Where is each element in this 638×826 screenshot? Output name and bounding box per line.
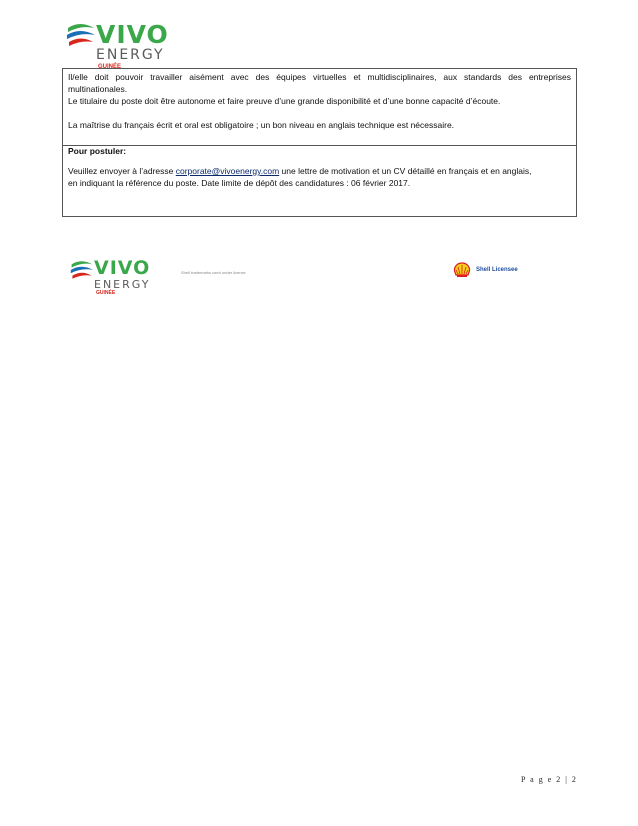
requirements-line-2: multinationales. [68,84,128,94]
requirements-line-1: Il/elle doit pouvoir travailler aisément avec des équipes virtuelles et multidisciplinaires, aux standards des entreprises [68,72,571,82]
logo-country-text: GUINÉE [98,64,122,70]
footer-logo-wordmark [94,259,150,296]
email-link[interactable]: corporate@vivoenergy.com [175,166,280,176]
requirements-line-4: La maîtrise du français écrit et oral est obligatoire ; un bon niveau en anglais technique est nécessaire. [68,120,455,130]
apply-text-before-link: Veuillez envoyer à l’adresse [68,166,176,176]
apply-line-2: en indiquant la référence du poste. Date limite de dépôt des candidatures : 06 février 2017. [68,178,411,188]
shell-licensee-text: Shell Licensee [476,267,518,273]
vivo-swoosh-icon [66,22,96,48]
footer-logo-country-text: GUINÉE [96,290,116,296]
apply-line-1 [63,165,576,177]
footer-logo-energy-text: ENERGY [94,278,151,291]
footer-logo-vivo-text: VIVO [94,257,151,279]
shell-licensee-badge [453,262,518,278]
requirements-line-3: Le titulaire du poste doit être autonome et faire preuve d’une grande disponibilité et d’une bonne capacité d’écoute. [68,96,501,106]
apply-text-after-link: une lettre de motivation et un CV détaillé en français et en anglais, [279,166,532,176]
application-cell [62,144,577,217]
apply-heading: Pour postuler: [68,146,127,156]
logo-energy-text: ENERGY [96,47,165,63]
footer-vivo-swoosh-icon [70,259,94,281]
trademark-note: Shell trademarks used under license [181,270,246,275]
logo-wordmark [96,22,169,70]
logo-vivo-text: VIVO [96,20,169,49]
footer-vivo-energy-logo [70,259,150,296]
shell-pecten-icon [453,262,471,278]
vivo-energy-logo [66,22,169,70]
requirements-cell [62,68,577,146]
page-number: P a g e 2 | 2 [521,775,578,784]
